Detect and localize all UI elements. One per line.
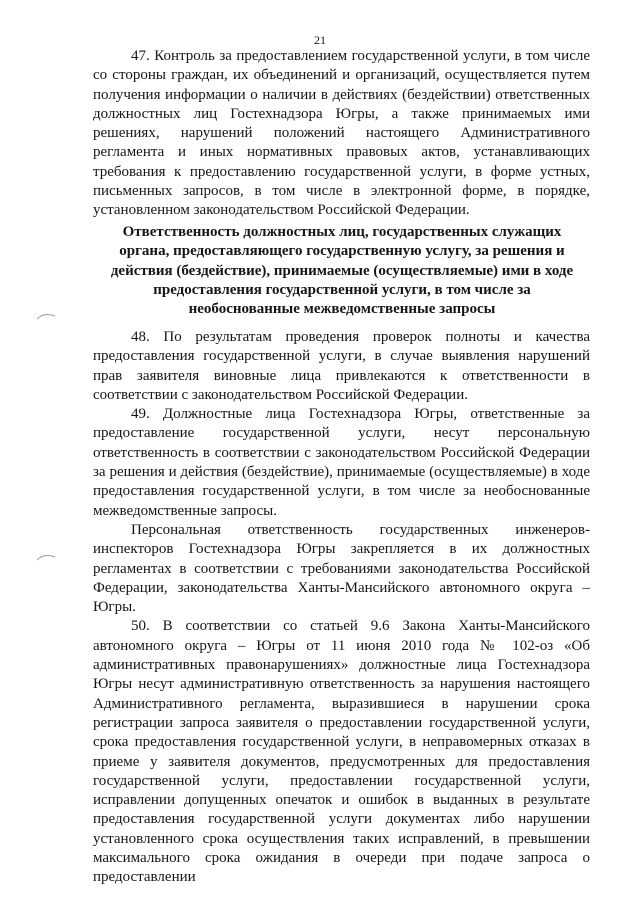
paragraphs-48-50-block [93, 328, 590, 888]
section-heading-line: действия (бездействие), принимаемые (осуществляемые) ими в ходе [110, 262, 574, 279]
paragraph-47: 47. Контроль за предоставлением государственной услуги, в том числе со стороны граждан, их объединений и организаций, осуществляется путем получения информации о наличии в действиях (бездействии) ответственных должностных лиц Гостехнадзора Югры, а также принимаемых ими решениях, нарушений положений настоящего Административного регламента и иных нормативных правовых актов, устанавливающих требования к предоставлению государственной услуги, в форме устных, письменных запросов, в том числе в электронной форме, в порядке, установленном законодательством Российской Федерации. [93, 48, 590, 219]
paragraph-49: 49. Должностные лица Гостехнадзора Югры, ответственные за предоставление государственной услуги, несут персональную ответственность в соответствии с законодательством Российской Федерации за решения и действия (бездействие), принимаемые (осуществляемые) в ходе предоставления государственной услуги, в том числе за необоснованные межведомственные запросы. [93, 406, 590, 519]
paragraph-47-block [93, 47, 590, 221]
scan-mark [36, 311, 56, 321]
section-heading-line: Ответственность должностных лиц, государственных служащих [122, 224, 562, 240]
section-heading-line: органа, предоставляющего государственную услугу, за решения и [119, 243, 565, 260]
section-heading-line: предоставления государственной услуги, в том числе за [153, 281, 531, 298]
paragraph-50: 50. В соответствии со статьей 9.6 Закона Ханты-Мансийского автономного округа – Югры от 11 июня 2010 года № 102-оз «Об административных правонарушениях» должностные лица Гостехнадзора Югры несут административную ответственность за нарушения настоящего Административного регламента, выразившиеся в нарушении срока регистрации запроса заявителя о предоставлении государственной услуги, срока предоставления государственной услуги, в неправомерных отказах в приеме у заявителя документов, предусмотренных для предоставления государственной услуги, предоставлении государственной услуги, исправлении допущенных опечаток и ошибок в выданных в результате предоставления государственной услуги документах либо нарушении установленного срока осуществления таких исправлений, в превышении максимального срока ожидания в очереди при подаче запроса о предоставлении [93, 618, 590, 886]
section-heading-line: необоснованные межведомственные запросы [188, 301, 496, 318]
scan-mark [36, 552, 56, 562]
paragraph-48: 48. По результатам проведения проверок полноты и качества предоставления государственной услуги, в случае выявления нарушений прав заявителя виновные лица привлекаются к ответственности в соответствии с законодательством Российской Федерации. [93, 329, 590, 403]
page-number: 21 [314, 33, 326, 47]
section-heading [100, 223, 584, 319]
paragraph-49-personal: Персональная ответственность государственных инженеров-инспекторов Гостехнадзора Югры закрепляется в их должностных регламентах в соответствии с требованиями законодательства Российской Федерации, законодательства Ханты-Мансийского автономного округа – Югры. [93, 521, 590, 616]
